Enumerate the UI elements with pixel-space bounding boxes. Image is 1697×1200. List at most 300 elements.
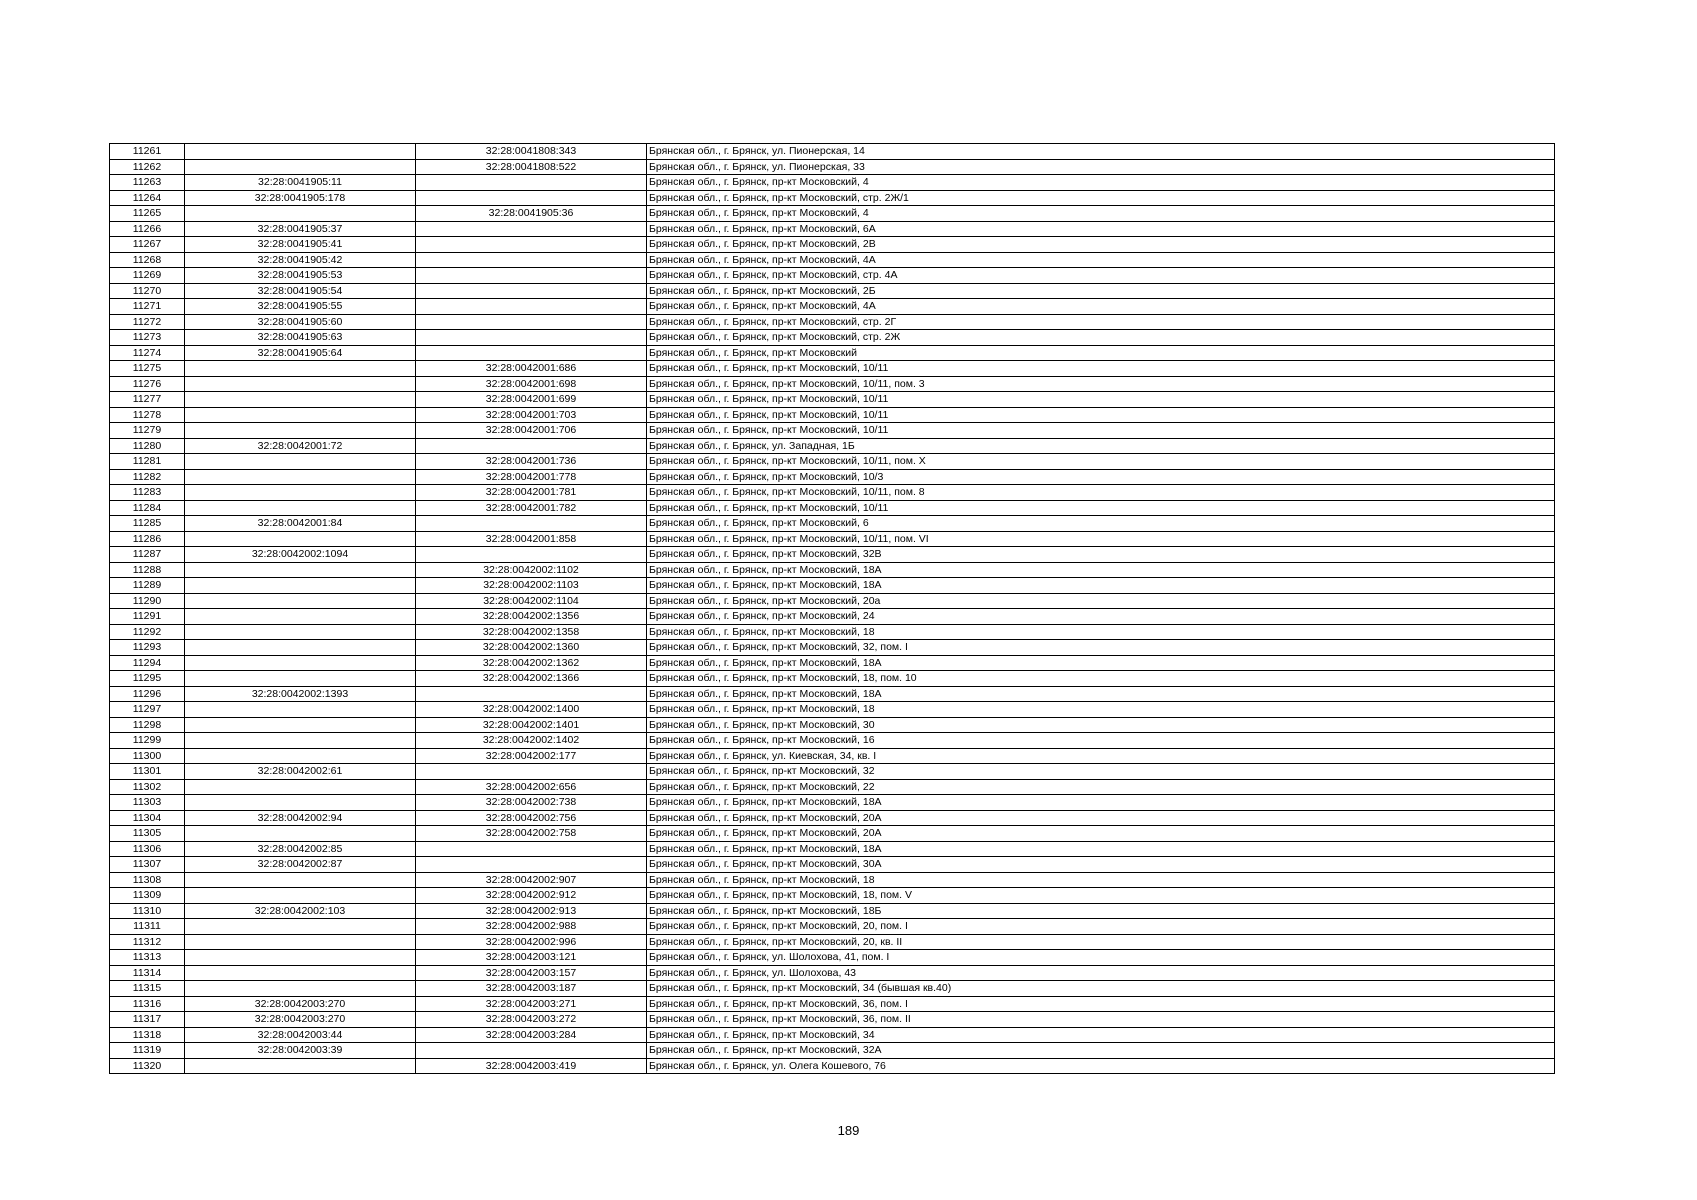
- address-cell: Брянская обл., г. Брянск, пр-кт Московский, 18Б: [647, 903, 1555, 919]
- address-cell: Брянская обл., г. Брянск, пр-кт Московский, 22: [647, 779, 1555, 795]
- table-row: [110, 748, 1555, 764]
- row-number-cell: 11316: [110, 996, 185, 1012]
- table-row: [110, 237, 1555, 253]
- row-number-cell: 11301: [110, 764, 185, 780]
- object-number-cell: 32:28:0042001:858: [416, 531, 647, 547]
- address-cell: Брянская обл., г. Брянск, пр-кт Московский, 20, кв. II: [647, 934, 1555, 950]
- land-parcel-number-cell: [185, 593, 416, 609]
- table-row: [110, 872, 1555, 888]
- table-row: [110, 717, 1555, 733]
- table-row: [110, 578, 1555, 594]
- object-number-cell: 32:28:0042003:272: [416, 1012, 647, 1028]
- land-parcel-number-cell: 32:28:0042002:103: [185, 903, 416, 919]
- address-cell: Брянская обл., г. Брянск, пр-кт Московский, 32: [647, 764, 1555, 780]
- address-cell: Брянская обл., г. Брянск, пр-кт Московский, 16: [647, 733, 1555, 749]
- address-cell: Брянская обл., г. Брянск, пр-кт Московский, 18, пом. V: [647, 888, 1555, 904]
- row-number-cell: 11269: [110, 268, 185, 284]
- table-row: [110, 423, 1555, 439]
- row-number-cell: 11279: [110, 423, 185, 439]
- address-cell: Брянская обл., г. Брянск, пр-кт Московский, 20, пом. I: [647, 919, 1555, 935]
- row-number-cell: 11292: [110, 624, 185, 640]
- land-parcel-number-cell: [185, 733, 416, 749]
- row-number-cell: 11265: [110, 206, 185, 222]
- table-row: [110, 655, 1555, 671]
- land-parcel-number-cell: [185, 144, 416, 160]
- row-number-cell: 11307: [110, 857, 185, 873]
- address-cell: Брянская обл., г. Брянск, пр-кт Московский, 10/11: [647, 392, 1555, 408]
- table-row: [110, 640, 1555, 656]
- table-row: [110, 1027, 1555, 1043]
- object-number-cell: 32:28:0042002:1401: [416, 717, 647, 733]
- table-row: [110, 609, 1555, 625]
- object-number-cell: 32:28:0042003:419: [416, 1058, 647, 1074]
- address-cell: Брянская обл., г. Брянск, пр-кт Московский, 18, пом. 10: [647, 671, 1555, 687]
- table-row: [110, 361, 1555, 377]
- land-parcel-number-cell: [185, 1058, 416, 1074]
- row-number-cell: 11299: [110, 733, 185, 749]
- object-number-cell: 32:28:0042002:1366: [416, 671, 647, 687]
- land-parcel-number-cell: [185, 423, 416, 439]
- row-number-cell: 11306: [110, 841, 185, 857]
- object-number-cell: 32:28:0042003:284: [416, 1027, 647, 1043]
- address-cell: Брянская обл., г. Брянск, пр-кт Московский, 18: [647, 702, 1555, 718]
- address-cell: Брянская обл., г. Брянск, пр-кт Московский, 20а: [647, 593, 1555, 609]
- address-cell: Брянская обл., г. Брянск, пр-кт Московский, 6А: [647, 221, 1555, 237]
- table-row: [110, 252, 1555, 268]
- row-number-cell: 11304: [110, 810, 185, 826]
- object-number-cell: 32:28:0042002:1400: [416, 702, 647, 718]
- address-cell: Брянская обл., г. Брянск, пр-кт Московский, 30: [647, 717, 1555, 733]
- address-cell: Брянская обл., г. Брянск, пр-кт Московский, 4А: [647, 252, 1555, 268]
- row-number-cell: 11320: [110, 1058, 185, 1074]
- table-row: [110, 779, 1555, 795]
- address-cell: Брянская обл., г. Брянск, пр-кт Московский: [647, 345, 1555, 361]
- land-parcel-number-cell: 32:28:0042002:85: [185, 841, 416, 857]
- row-number-cell: 11319: [110, 1043, 185, 1059]
- land-parcel-number-cell: 32:28:0042002:1094: [185, 547, 416, 563]
- object-number-cell: [416, 175, 647, 191]
- land-parcel-number-cell: [185, 826, 416, 842]
- table-row: [110, 795, 1555, 811]
- land-parcel-number-cell: [185, 361, 416, 377]
- table-row: [110, 268, 1555, 284]
- table-row: [110, 314, 1555, 330]
- address-cell: Брянская обл., г. Брянск, пр-кт Московский, 32, пом. I: [647, 640, 1555, 656]
- object-number-cell: [416, 252, 647, 268]
- object-number-cell: 32:28:0042002:988: [416, 919, 647, 935]
- object-number-cell: 32:28:0042001:706: [416, 423, 647, 439]
- table-row: [110, 438, 1555, 454]
- row-number-cell: 11293: [110, 640, 185, 656]
- address-cell: Брянская обл., г. Брянск, ул. Киевская, 34, кв. I: [647, 748, 1555, 764]
- table-row: [110, 159, 1555, 175]
- row-number-cell: 11300: [110, 748, 185, 764]
- address-cell: Брянская обл., г. Брянск, ул. Шолохова, 43: [647, 965, 1555, 981]
- table-row: [110, 624, 1555, 640]
- object-number-cell: 32:28:0041808:522: [416, 159, 647, 175]
- address-cell: Брянская обл., г. Брянск, пр-кт Московский, 18А: [647, 655, 1555, 671]
- address-cell: Брянская обл., г. Брянск, пр-кт Московский, 32В: [647, 547, 1555, 563]
- land-parcel-number-cell: [185, 531, 416, 547]
- table-row: [110, 733, 1555, 749]
- table-row: [110, 1058, 1555, 1074]
- object-number-cell: [416, 841, 647, 857]
- object-number-cell: [416, 1043, 647, 1059]
- object-number-cell: 32:28:0042002:1360: [416, 640, 647, 656]
- address-cell: Брянская обл., г. Брянск, пр-кт Московский, 6: [647, 516, 1555, 532]
- row-number-cell: 11281: [110, 454, 185, 470]
- table-row: [110, 1043, 1555, 1059]
- land-parcel-number-cell: 32:28:0041905:63: [185, 330, 416, 346]
- object-number-cell: [416, 221, 647, 237]
- table-row: [110, 469, 1555, 485]
- table-row: [110, 531, 1555, 547]
- row-number-cell: 11296: [110, 686, 185, 702]
- table-row: [110, 888, 1555, 904]
- object-number-cell: [416, 330, 647, 346]
- object-number-cell: 32:28:0042001:781: [416, 485, 647, 501]
- row-number-cell: 11315: [110, 981, 185, 997]
- land-parcel-number-cell: 32:28:0041905:11: [185, 175, 416, 191]
- object-number-cell: [416, 283, 647, 299]
- land-parcel-number-cell: [185, 981, 416, 997]
- address-cell: Брянская обл., г. Брянск, пр-кт Московский, 20А: [647, 826, 1555, 842]
- land-parcel-number-cell: 32:28:0042002:1393: [185, 686, 416, 702]
- address-cell: Брянская обл., г. Брянск, пр-кт Московский, 18: [647, 624, 1555, 640]
- address-cell: Брянская обл., г. Брянск, пр-кт Московский, 10/11: [647, 361, 1555, 377]
- row-number-cell: 11310: [110, 903, 185, 919]
- address-cell: Брянская обл., г. Брянск, ул. Олега Кошевого, 76: [647, 1058, 1555, 1074]
- row-number-cell: 11283: [110, 485, 185, 501]
- object-number-cell: 32:28:0042001:782: [416, 500, 647, 516]
- land-parcel-number-cell: [185, 655, 416, 671]
- land-parcel-number-cell: [185, 795, 416, 811]
- land-parcel-number-cell: 32:28:0041905:55: [185, 299, 416, 315]
- table-row: [110, 547, 1555, 563]
- object-number-cell: 32:28:0042002:1104: [416, 593, 647, 609]
- object-number-cell: [416, 764, 647, 780]
- address-cell: Брянская обл., г. Брянск, пр-кт Московский, 4: [647, 175, 1555, 191]
- address-cell: Брянская обл., г. Брянск, пр-кт Московский, 18: [647, 872, 1555, 888]
- table-row: [110, 826, 1555, 842]
- row-number-cell: 11263: [110, 175, 185, 191]
- land-parcel-number-cell: 32:28:0041905:60: [185, 314, 416, 330]
- address-cell: Брянская обл., г. Брянск, пр-кт Московский, стр. 4А: [647, 268, 1555, 284]
- object-number-cell: 32:28:0042001:686: [416, 361, 647, 377]
- object-number-cell: 32:28:0042002:996: [416, 934, 647, 950]
- table-row: [110, 903, 1555, 919]
- table-row: [110, 593, 1555, 609]
- row-number-cell: 11274: [110, 345, 185, 361]
- land-parcel-number-cell: 32:28:0041905:178: [185, 190, 416, 206]
- object-number-cell: 32:28:0041808:343: [416, 144, 647, 160]
- table-row: [110, 996, 1555, 1012]
- row-number-cell: 11264: [110, 190, 185, 206]
- row-number-cell: 11311: [110, 919, 185, 935]
- land-parcel-number-cell: [185, 469, 416, 485]
- object-number-cell: 32:28:0042001:699: [416, 392, 647, 408]
- row-number-cell: 11266: [110, 221, 185, 237]
- object-number-cell: [416, 516, 647, 532]
- table-row: [110, 283, 1555, 299]
- land-parcel-number-cell: [185, 702, 416, 718]
- land-parcel-number-cell: [185, 609, 416, 625]
- address-cell: Брянская обл., г. Брянск, пр-кт Московский, стр. 2Г: [647, 314, 1555, 330]
- row-number-cell: 11305: [110, 826, 185, 842]
- land-parcel-number-cell: [185, 888, 416, 904]
- row-number-cell: 11317: [110, 1012, 185, 1028]
- row-number-cell: 11282: [110, 469, 185, 485]
- object-number-cell: 32:28:0042003:271: [416, 996, 647, 1012]
- table-row: [110, 376, 1555, 392]
- row-number-cell: 11318: [110, 1027, 185, 1043]
- object-number-cell: 32:28:0042001:703: [416, 407, 647, 423]
- land-parcel-number-cell: 32:28:0041905:53: [185, 268, 416, 284]
- table-row: [110, 190, 1555, 206]
- row-number-cell: 11271: [110, 299, 185, 315]
- land-parcel-number-cell: 32:28:0042003:270: [185, 1012, 416, 1028]
- object-number-cell: 32:28:0042002:758: [416, 826, 647, 842]
- row-number-cell: 11276: [110, 376, 185, 392]
- row-number-cell: 11275: [110, 361, 185, 377]
- land-parcel-number-cell: 32:28:0041905:54: [185, 283, 416, 299]
- land-parcel-number-cell: [185, 640, 416, 656]
- object-number-cell: [416, 237, 647, 253]
- address-cell: Брянская обл., г. Брянск, пр-кт Московский, 18А: [647, 795, 1555, 811]
- row-number-cell: 11291: [110, 609, 185, 625]
- land-parcel-number-cell: [185, 578, 416, 594]
- address-cell: Брянская обл., г. Брянск, пр-кт Московский, 10/11, пом. VI: [647, 531, 1555, 547]
- land-parcel-number-cell: [185, 485, 416, 501]
- land-parcel-number-cell: 32:28:0041905:42: [185, 252, 416, 268]
- table-row: [110, 144, 1555, 160]
- table-row: [110, 454, 1555, 470]
- address-cell: Брянская обл., г. Брянск, пр-кт Московский, 2В: [647, 237, 1555, 253]
- object-number-cell: 32:28:0042002:656: [416, 779, 647, 795]
- address-cell: Брянская обл., г. Брянск, пр-кт Московский, 10/11, пом. 8: [647, 485, 1555, 501]
- land-parcel-number-cell: [185, 717, 416, 733]
- land-parcel-number-cell: 32:28:0042003:44: [185, 1027, 416, 1043]
- address-cell: Брянская обл., г. Брянск, пр-кт Московский, 36, пом. I: [647, 996, 1555, 1012]
- object-number-cell: 32:28:0042001:698: [416, 376, 647, 392]
- table-row: [110, 407, 1555, 423]
- land-parcel-number-cell: 32:28:0041905:37: [185, 221, 416, 237]
- table-row: [110, 950, 1555, 966]
- land-parcel-number-cell: 32:28:0042002:61: [185, 764, 416, 780]
- row-number-cell: 11309: [110, 888, 185, 904]
- table-row: [110, 175, 1555, 191]
- land-parcel-number-cell: [185, 407, 416, 423]
- object-number-cell: 32:28:0042002:913: [416, 903, 647, 919]
- land-parcel-number-cell: [185, 748, 416, 764]
- row-number-cell: 11294: [110, 655, 185, 671]
- registry-table: [109, 143, 1555, 1074]
- address-cell: Брянская обл., г. Брянск, пр-кт Московский, 24: [647, 609, 1555, 625]
- address-cell: Брянская обл., г. Брянск, ул. Пионерская, 33: [647, 159, 1555, 175]
- address-cell: Брянская обл., г. Брянск, пр-кт Московский, 10/11: [647, 500, 1555, 516]
- land-parcel-number-cell: [185, 934, 416, 950]
- land-parcel-number-cell: [185, 376, 416, 392]
- address-cell: Брянская обл., г. Брянск, пр-кт Московский, 10/3: [647, 469, 1555, 485]
- row-number-cell: 11280: [110, 438, 185, 454]
- object-number-cell: 32:28:0042003:157: [416, 965, 647, 981]
- land-parcel-number-cell: [185, 454, 416, 470]
- row-number-cell: 11302: [110, 779, 185, 795]
- row-number-cell: 11261: [110, 144, 185, 160]
- row-number-cell: 11267: [110, 237, 185, 253]
- land-parcel-number-cell: [185, 965, 416, 981]
- address-cell: Брянская обл., г. Брянск, пр-кт Московский, 18А: [647, 686, 1555, 702]
- address-cell: Брянская обл., г. Брянск, пр-кт Московский, стр. 2Ж: [647, 330, 1555, 346]
- table-row: [110, 1012, 1555, 1028]
- address-cell: Брянская обл., г. Брянск, пр-кт Московский, 10/11, пом. 3: [647, 376, 1555, 392]
- table-row: [110, 221, 1555, 237]
- address-cell: Брянская обл., г. Брянск, пр-кт Московский, 18А: [647, 578, 1555, 594]
- address-cell: Брянская обл., г. Брянск, пр-кт Московский, 20А: [647, 810, 1555, 826]
- land-parcel-number-cell: 32:28:0041905:41: [185, 237, 416, 253]
- land-parcel-number-cell: [185, 392, 416, 408]
- land-parcel-number-cell: [185, 562, 416, 578]
- table-row: [110, 841, 1555, 857]
- row-number-cell: 11289: [110, 578, 185, 594]
- table-row: [110, 392, 1555, 408]
- address-cell: Брянская обл., г. Брянск, пр-кт Московский, 18А: [647, 841, 1555, 857]
- row-number-cell: 11298: [110, 717, 185, 733]
- object-number-cell: 32:28:0042002:756: [416, 810, 647, 826]
- land-parcel-number-cell: [185, 872, 416, 888]
- row-number-cell: 11278: [110, 407, 185, 423]
- land-parcel-number-cell: [185, 206, 416, 222]
- table-row: [110, 764, 1555, 780]
- address-cell: Брянская обл., г. Брянск, пр-кт Московский, 34: [647, 1027, 1555, 1043]
- land-parcel-number-cell: 32:28:0042001:72: [185, 438, 416, 454]
- row-number-cell: 11270: [110, 283, 185, 299]
- row-number-cell: 11285: [110, 516, 185, 532]
- row-number-cell: 11284: [110, 500, 185, 516]
- address-cell: Брянская обл., г. Брянск, пр-кт Московский, 2Б: [647, 283, 1555, 299]
- row-number-cell: 11290: [110, 593, 185, 609]
- land-parcel-number-cell: 32:28:0042002:94: [185, 810, 416, 826]
- registry-table-body: [110, 144, 1555, 1074]
- land-parcel-number-cell: 32:28:0042003:39: [185, 1043, 416, 1059]
- address-cell: Брянская обл., г. Брянск, пр-кт Московский, 30А: [647, 857, 1555, 873]
- object-number-cell: 32:28:0042001:736: [416, 454, 647, 470]
- row-number-cell: 11297: [110, 702, 185, 718]
- address-cell: Брянская обл., г. Брянск, пр-кт Московский, 4: [647, 206, 1555, 222]
- table-row: [110, 686, 1555, 702]
- object-number-cell: 32:28:0041905:36: [416, 206, 647, 222]
- table-row: [110, 671, 1555, 687]
- object-number-cell: [416, 345, 647, 361]
- object-number-cell: [416, 686, 647, 702]
- address-cell: Брянская обл., г. Брянск, ул. Пионерская, 14: [647, 144, 1555, 160]
- land-parcel-number-cell: [185, 950, 416, 966]
- address-cell: Брянская обл., г. Брянск, пр-кт Московский, 10/11: [647, 407, 1555, 423]
- table-row: [110, 562, 1555, 578]
- row-number-cell: 11286: [110, 531, 185, 547]
- table-row: [110, 330, 1555, 346]
- object-number-cell: 32:28:0042002:1402: [416, 733, 647, 749]
- table-row: [110, 500, 1555, 516]
- table-row: [110, 810, 1555, 826]
- address-cell: Брянская обл., г. Брянск, пр-кт Московский, 10/11, пом. X: [647, 454, 1555, 470]
- object-number-cell: [416, 190, 647, 206]
- table-row: [110, 299, 1555, 315]
- land-parcel-number-cell: 32:28:0042003:270: [185, 996, 416, 1012]
- land-parcel-number-cell: [185, 500, 416, 516]
- table-row: [110, 965, 1555, 981]
- land-parcel-number-cell: 32:28:0042002:87: [185, 857, 416, 873]
- row-number-cell: 11277: [110, 392, 185, 408]
- page-number: 189: [837, 1123, 860, 1138]
- object-number-cell: 32:28:0042002:1356: [416, 609, 647, 625]
- table-row: [110, 857, 1555, 873]
- table-row: [110, 934, 1555, 950]
- table-row: [110, 981, 1555, 997]
- row-number-cell: 11308: [110, 872, 185, 888]
- table-row: [110, 345, 1555, 361]
- row-number-cell: 11314: [110, 965, 185, 981]
- land-parcel-number-cell: 32:28:0042001:84: [185, 516, 416, 532]
- address-cell: Брянская обл., г. Брянск, пр-кт Московский, 36, пом. II: [647, 1012, 1555, 1028]
- address-cell: Брянская обл., г. Брянск, ул. Западная, 1Б: [647, 438, 1555, 454]
- row-number-cell: 11295: [110, 671, 185, 687]
- object-number-cell: [416, 547, 647, 563]
- object-number-cell: 32:28:0042002:1358: [416, 624, 647, 640]
- land-parcel-number-cell: [185, 159, 416, 175]
- row-number-cell: 11313: [110, 950, 185, 966]
- object-number-cell: 32:28:0042002:738: [416, 795, 647, 811]
- object-number-cell: 32:28:0042003:121: [416, 950, 647, 966]
- table-row: [110, 206, 1555, 222]
- address-cell: Брянская обл., г. Брянск, пр-кт Московский, 34 (бывшая кв.40): [647, 981, 1555, 997]
- object-number-cell: [416, 314, 647, 330]
- row-number-cell: 11287: [110, 547, 185, 563]
- row-number-cell: 11273: [110, 330, 185, 346]
- table-row: [110, 919, 1555, 935]
- row-number-cell: 11303: [110, 795, 185, 811]
- object-number-cell: [416, 857, 647, 873]
- land-parcel-number-cell: [185, 671, 416, 687]
- address-cell: Брянская обл., г. Брянск, пр-кт Московский, 4А: [647, 299, 1555, 315]
- address-cell: Брянская обл., г. Брянск, пр-кт Московский, 18А: [647, 562, 1555, 578]
- table-row: [110, 516, 1555, 532]
- land-parcel-number-cell: 32:28:0041905:64: [185, 345, 416, 361]
- address-cell: Брянская обл., г. Брянск, пр-кт Московский, стр. 2Ж/1: [647, 190, 1555, 206]
- table-row: [110, 485, 1555, 501]
- object-number-cell: [416, 268, 647, 284]
- row-number-cell: 11288: [110, 562, 185, 578]
- object-number-cell: 32:28:0042002:912: [416, 888, 647, 904]
- object-number-cell: 32:28:0042002:1362: [416, 655, 647, 671]
- object-number-cell: 32:28:0042002:1103: [416, 578, 647, 594]
- address-cell: Брянская обл., г. Брянск, ул. Шолохова, 41, пом. I: [647, 950, 1555, 966]
- object-number-cell: [416, 438, 647, 454]
- row-number-cell: 11312: [110, 934, 185, 950]
- object-number-cell: 32:28:0042002:907: [416, 872, 647, 888]
- object-number-cell: 32:28:0042001:778: [416, 469, 647, 485]
- object-number-cell: 32:28:0042003:187: [416, 981, 647, 997]
- object-number-cell: 32:28:0042002:177: [416, 748, 647, 764]
- table-row: [110, 702, 1555, 718]
- land-parcel-number-cell: [185, 919, 416, 935]
- land-parcel-number-cell: [185, 624, 416, 640]
- address-cell: Брянская обл., г. Брянск, пр-кт Московский, 10/11: [647, 423, 1555, 439]
- object-number-cell: 32:28:0042002:1102: [416, 562, 647, 578]
- row-number-cell: 11262: [110, 159, 185, 175]
- row-number-cell: 11272: [110, 314, 185, 330]
- land-parcel-number-cell: [185, 779, 416, 795]
